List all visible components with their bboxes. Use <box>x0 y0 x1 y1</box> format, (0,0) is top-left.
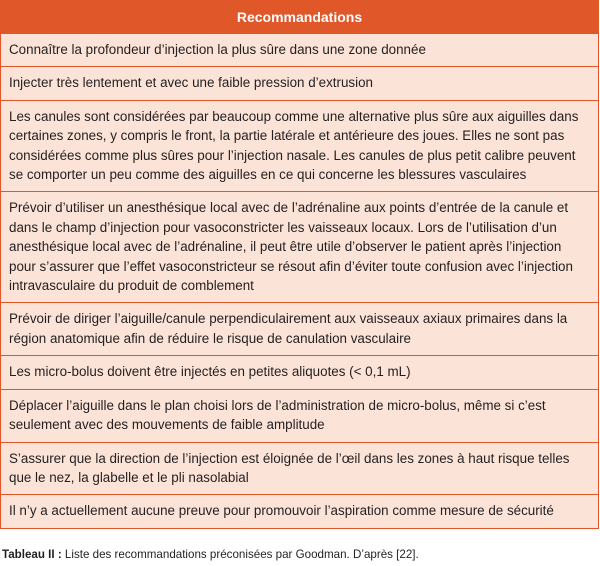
recommendation-9: Il n’y a actuellement aucune preuve pour promouvoir l’aspiration comme mesure de sécurité <box>1 495 599 528</box>
table-row <box>1 495 599 528</box>
recommendation-7: Déplacer l’aiguille dans le plan choisi lors de l’administration de micro-bolus, même si c’est seulement avec des mouvements de faible amplitude <box>1 389 599 442</box>
caption-text: Liste des recommandations préconisées par Goodman. D’après [22]. <box>61 548 419 561</box>
recommendation-5: Prévoir de diriger l’aiguille/canule perpendiculairement aux vaisseaux axiaux primaires dans la région anatomique afin de réduire le risque de canulation vasculaire <box>1 303 599 356</box>
recommendation-2: Injecter très lentement et avec une faible pression d’extrusion <box>1 67 599 100</box>
table-row <box>1 303 599 356</box>
recommendation-1: Connaître la profondeur d’injection la plus sûre dans une zone donnée <box>1 34 599 67</box>
table-header-cell: Recommandations <box>1 1 599 34</box>
table-caption <box>2 548 419 562</box>
table-row <box>1 356 599 389</box>
recommendation-6: Les micro-bolus doivent être injectés en petites aliquotes (< 0,1 mL) <box>1 356 599 389</box>
recommendation-3: Les canules sont considérées par beaucoup comme une alternative plus sûre aux aiguilles dans certaines zones, y compris le front, la partie latérale et antérieure des joues. Elles ne sont pas considérées comme plus sûres pour l’injection nasale. Les canules de plus petit calibre peuvent se comporter un peu comme des aiguilles en ce qui concerne les blessures vasculaires <box>1 100 599 192</box>
table-row <box>1 67 599 100</box>
table-row <box>1 192 599 303</box>
table-row <box>1 389 599 442</box>
table-row <box>1 34 599 67</box>
table-row <box>1 442 599 495</box>
recommendation-8: S’assurer que la direction de l’injection est éloignée de l’œil dans les zones à haut risque telles que le nez, la glabelle et le pli nasolabial <box>1 442 599 495</box>
table-row <box>1 100 599 192</box>
table-header-row <box>1 1 599 34</box>
caption-label: Tableau II : <box>2 548 62 561</box>
recommendation-4: Prévoir d’utiliser un anesthésique local avec de l’adrénaline aux points d’entrée de la canule et dans le champ d’injection pour vasoconstricter les vaisseaux locaux. Lors de l’utilisation d’un anesthésique local avec de l’adrénaline, il peut être utile d’observer le patient après l’injection pour s’assurer que l’effet vasoconstricteur se résout afin d’éviter toute confusion avec l’injection intravasculaire du produit de comblement <box>1 192 599 303</box>
